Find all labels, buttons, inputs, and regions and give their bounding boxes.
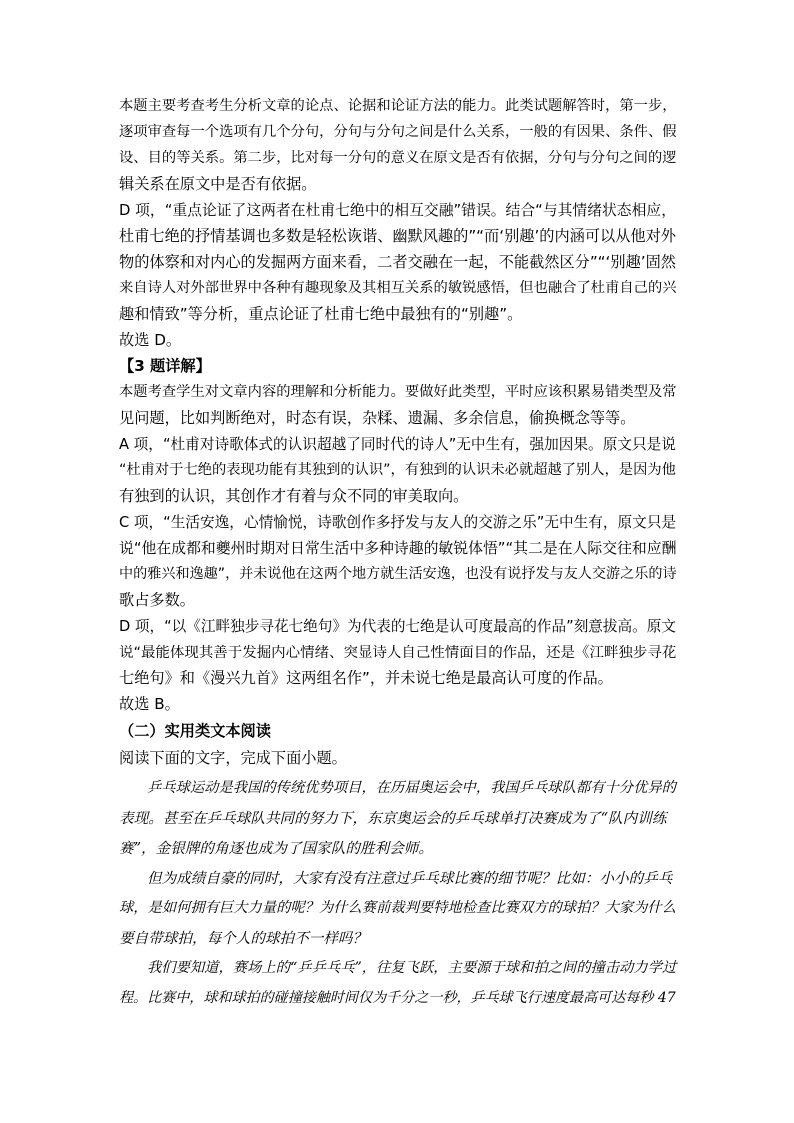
text-line: 趣和情致”等分析，重点论证了杜甫七绝中最独有的“别趣”。 — [119, 305, 523, 323]
text-line: A 项，“杜甫对诗歌体式的认识超越了同时代的诗人”无中生有，强加因果。原文只是说 — [119, 436, 676, 453]
text-line: 物的体察和对内心的发掘两方面来看，二者交融在一起，不能截然区分”“‘别趣’固然 — [119, 253, 676, 271]
text-line: 辑关系在原文中是否有依据。 — [119, 175, 317, 193]
text-line: 有独到的认识，其创作才有着与众不同的审美取向。 — [119, 487, 469, 505]
text-line: 七绝句》和《漫兴九首》这两组名作”，并未说七绝是最高认可度的作品。 — [119, 669, 613, 687]
text-line: 本题考查学生对文章内容的理解和分析能力。要做好此类型，平时应该积累易错类型及常 — [119, 384, 677, 400]
passage-line: 赛”，金银牌的角逐也成为了国家队的胜利会师。 — [119, 840, 433, 857]
passage-line: 要自带球拍，每个人的球拍不一样吗？ — [119, 930, 368, 947]
text-line: 故选 D。 — [119, 331, 182, 349]
text-line: “杜甫对于七绝的表现功能有其独到的认识”，有独到的认识未必就超越了别人，是因为他 — [119, 462, 676, 478]
text-line: 中的雅兴和逸趣”，并未说他在这两个地方就生活安逸，也没有说抒发与友人交游之乐的诗 — [119, 566, 677, 582]
text-line: D 项，“以《江畔独步寻花七绝句》为代表的七绝是认可度最高的作品”刻意拔高。原文 — [119, 618, 676, 635]
text-line: D 项，“重点论证了这两者在杜甫七绝中的相互交融”错误。结合“与其情绪状态相应， — [119, 202, 676, 219]
text-line: 本题主要考查考生分析文章的论点、论据和论证方法的能力。此类试题解答时，第一步， — [119, 98, 677, 114]
section-heading: （二）实用类文本阅读 — [119, 722, 271, 740]
text-line: 逐项审查每一个选项有几个分句，分句与分句之间是什么关系，一般的有因果、条件、假 — [119, 124, 677, 140]
text-line: 见问题，比如判断绝对，时态有误，杂糅、遗漏、多余信息，偷换概念等等。 — [119, 409, 636, 427]
text-line: 歌占多数。 — [119, 591, 195, 609]
passage-line: 表现。甚至在乒乓球队共同的努力下，东京奥运会的乒乓球单打决赛成为了“队内训练 — [119, 810, 667, 827]
text-line: 说“最能体现其善于发掘内心情绪、突显诗人自己性情面目的作品，还是《江畔独步寻花 — [119, 645, 677, 661]
text-line: 杜甫七绝的抒情基调也多数是轻松诙谐、幽默风趣的”“而‘别趣’的内涵可以从他对外 — [119, 227, 676, 245]
passage-line: 但为成绩自豪的同时，大家有没有注意过乒乓球比赛的细节呢？比如：小小的乒乓 — [147, 870, 673, 887]
text-line: 说“他在成都和夔州时期对日常生活中多种诗趣的敏锐体悟”“其二是在人际交往和应酬 — [119, 539, 677, 557]
text-line: 设、目的等关系。第二步，比对每一分句的意义在原文是否有依据，分句与分句之间的逻 — [119, 150, 677, 166]
text-line: 故选 B。 — [119, 695, 180, 713]
passage-line: 我们要知道，赛场上的“乒乒乓乓”，往复飞跃，主要源于球和拍之间的撞击动力学过 — [147, 960, 677, 976]
passage-line: 球，是如何拥有巨大力量的呢？为什么赛前裁判要特地检查比赛双方的球拍？大家为什么 — [119, 900, 676, 916]
section-heading: 【3 题详解】 — [119, 357, 211, 375]
text-line: 阅读下面的文字，完成下面小题。 — [119, 749, 347, 767]
passage-line: 程。比赛中，球和球拍的碰撞接触时间仅为千分之一秒，乒乓球飞行速度最高可达每秒 47 — [119, 990, 676, 1006]
passage-line: 乒乓球运动是我国的传统优势项目，在历届奥运会中，我国乒乓球队都有十分优异的 — [147, 780, 676, 796]
text-line: 来自诗人对外部世界中各种有趣现象及其相互关系的敏锐感悟，但也融合了杜甫自己的兴 — [119, 280, 677, 296]
text-line: C 项，“生活安逸，心情愉悦，诗歌创作多抒发与友人的交游之乐”无中生有，原文只是 — [119, 514, 677, 531]
